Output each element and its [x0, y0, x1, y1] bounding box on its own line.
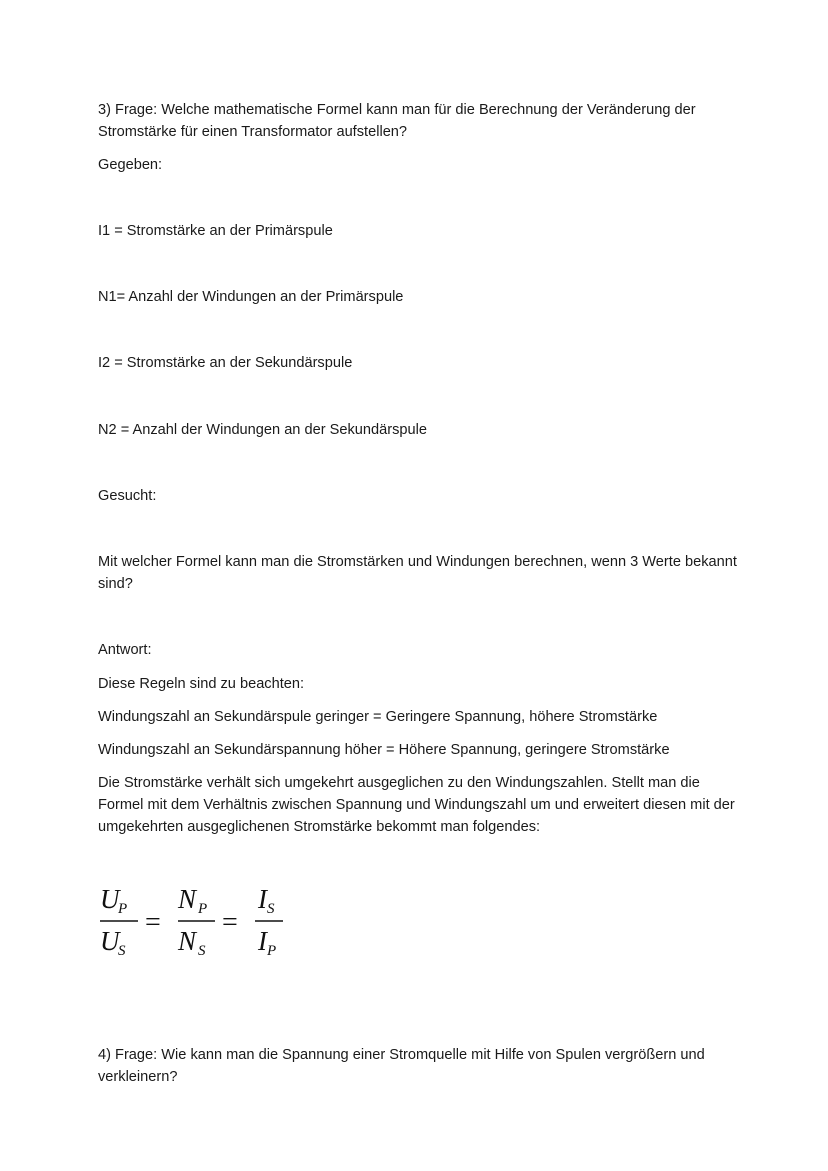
fraction-current-denominator-sub: P — [267, 943, 277, 959]
fraction-voltage-numerator: U — [100, 884, 120, 914]
given-item-i1: I1 = Stromstärke an der Primärspule — [98, 223, 333, 239]
sought-label: Gesucht: — [98, 488, 157, 504]
rule-item-2: Windungszahl an Sekundärspannung höher = Höhere Spannung, geringere Stromstärke — [98, 742, 670, 758]
equals-sign: = — [222, 907, 238, 938]
fraction-current-denominator: I — [258, 926, 267, 956]
fraction-current — [255, 884, 283, 959]
transformer-formula — [98, 884, 298, 964]
given-item-n2: N2 = Anzahl der Windungen an der Sekundärspule — [98, 422, 427, 438]
question-4: 4) Frage: Wie kann man die Spannung einer Stromquelle mit Hilfe von Spulen vergrößern und verkleinern? — [98, 1047, 705, 1085]
fraction-windings-numerator: N — [178, 884, 197, 914]
fraction-voltage-numerator-sub: P — [118, 901, 128, 917]
fraction-voltage-denominator-sub: S — [118, 943, 126, 959]
given-item-n1: N1= Anzahl der Windungen an der Primärspule — [98, 289, 404, 305]
fraction-windings-denominator: N — [178, 926, 197, 956]
fraction-windings — [177, 884, 215, 959]
question-3: 3) Frage: Welche mathematische Formel kann man für die Berechnung der Veränderung der Stromstärke für einen Transformator aufstellen? — [98, 102, 696, 140]
given-label: Gegeben: — [98, 157, 163, 173]
fraction-windings-numerator-sub: P — [198, 901, 208, 917]
fraction-voltage-denominator: U — [100, 926, 120, 956]
fraction-voltage — [100, 884, 138, 959]
given-item-i2: I2 = Stromstärke an der Sekundärspule — [98, 355, 353, 371]
equals-sign: = — [145, 907, 161, 938]
rules-intro: Diese Regeln sind zu beachten: — [98, 676, 305, 692]
fraction-current-numerator: I — [258, 884, 267, 914]
rule-item-1: Windungszahl an Sekundärspule geringer = Geringere Spannung, höhere Stromstärke — [98, 709, 658, 725]
answer-label: Antwort: — [98, 642, 152, 658]
fraction-windings-denominator-sub: S — [198, 943, 206, 959]
fraction-current-numerator-sub: S — [267, 901, 275, 917]
explanation: Die Stromstärke verhält sich umgekehrt ausgeglichen zu den Windungszahlen. Stellt man die Formel mit dem Verhältnis zwischen Spannung und Windungszahl um und erweitert diesen mit der umgekehrten ausgeglichenen Stromstärke bekommt man folgendes: — [98, 775, 735, 835]
sought-text: Mit welcher Formel kann man die Stromstärken und Windungen berechnen, wenn 3 Werte bekannt sind? — [98, 554, 737, 592]
